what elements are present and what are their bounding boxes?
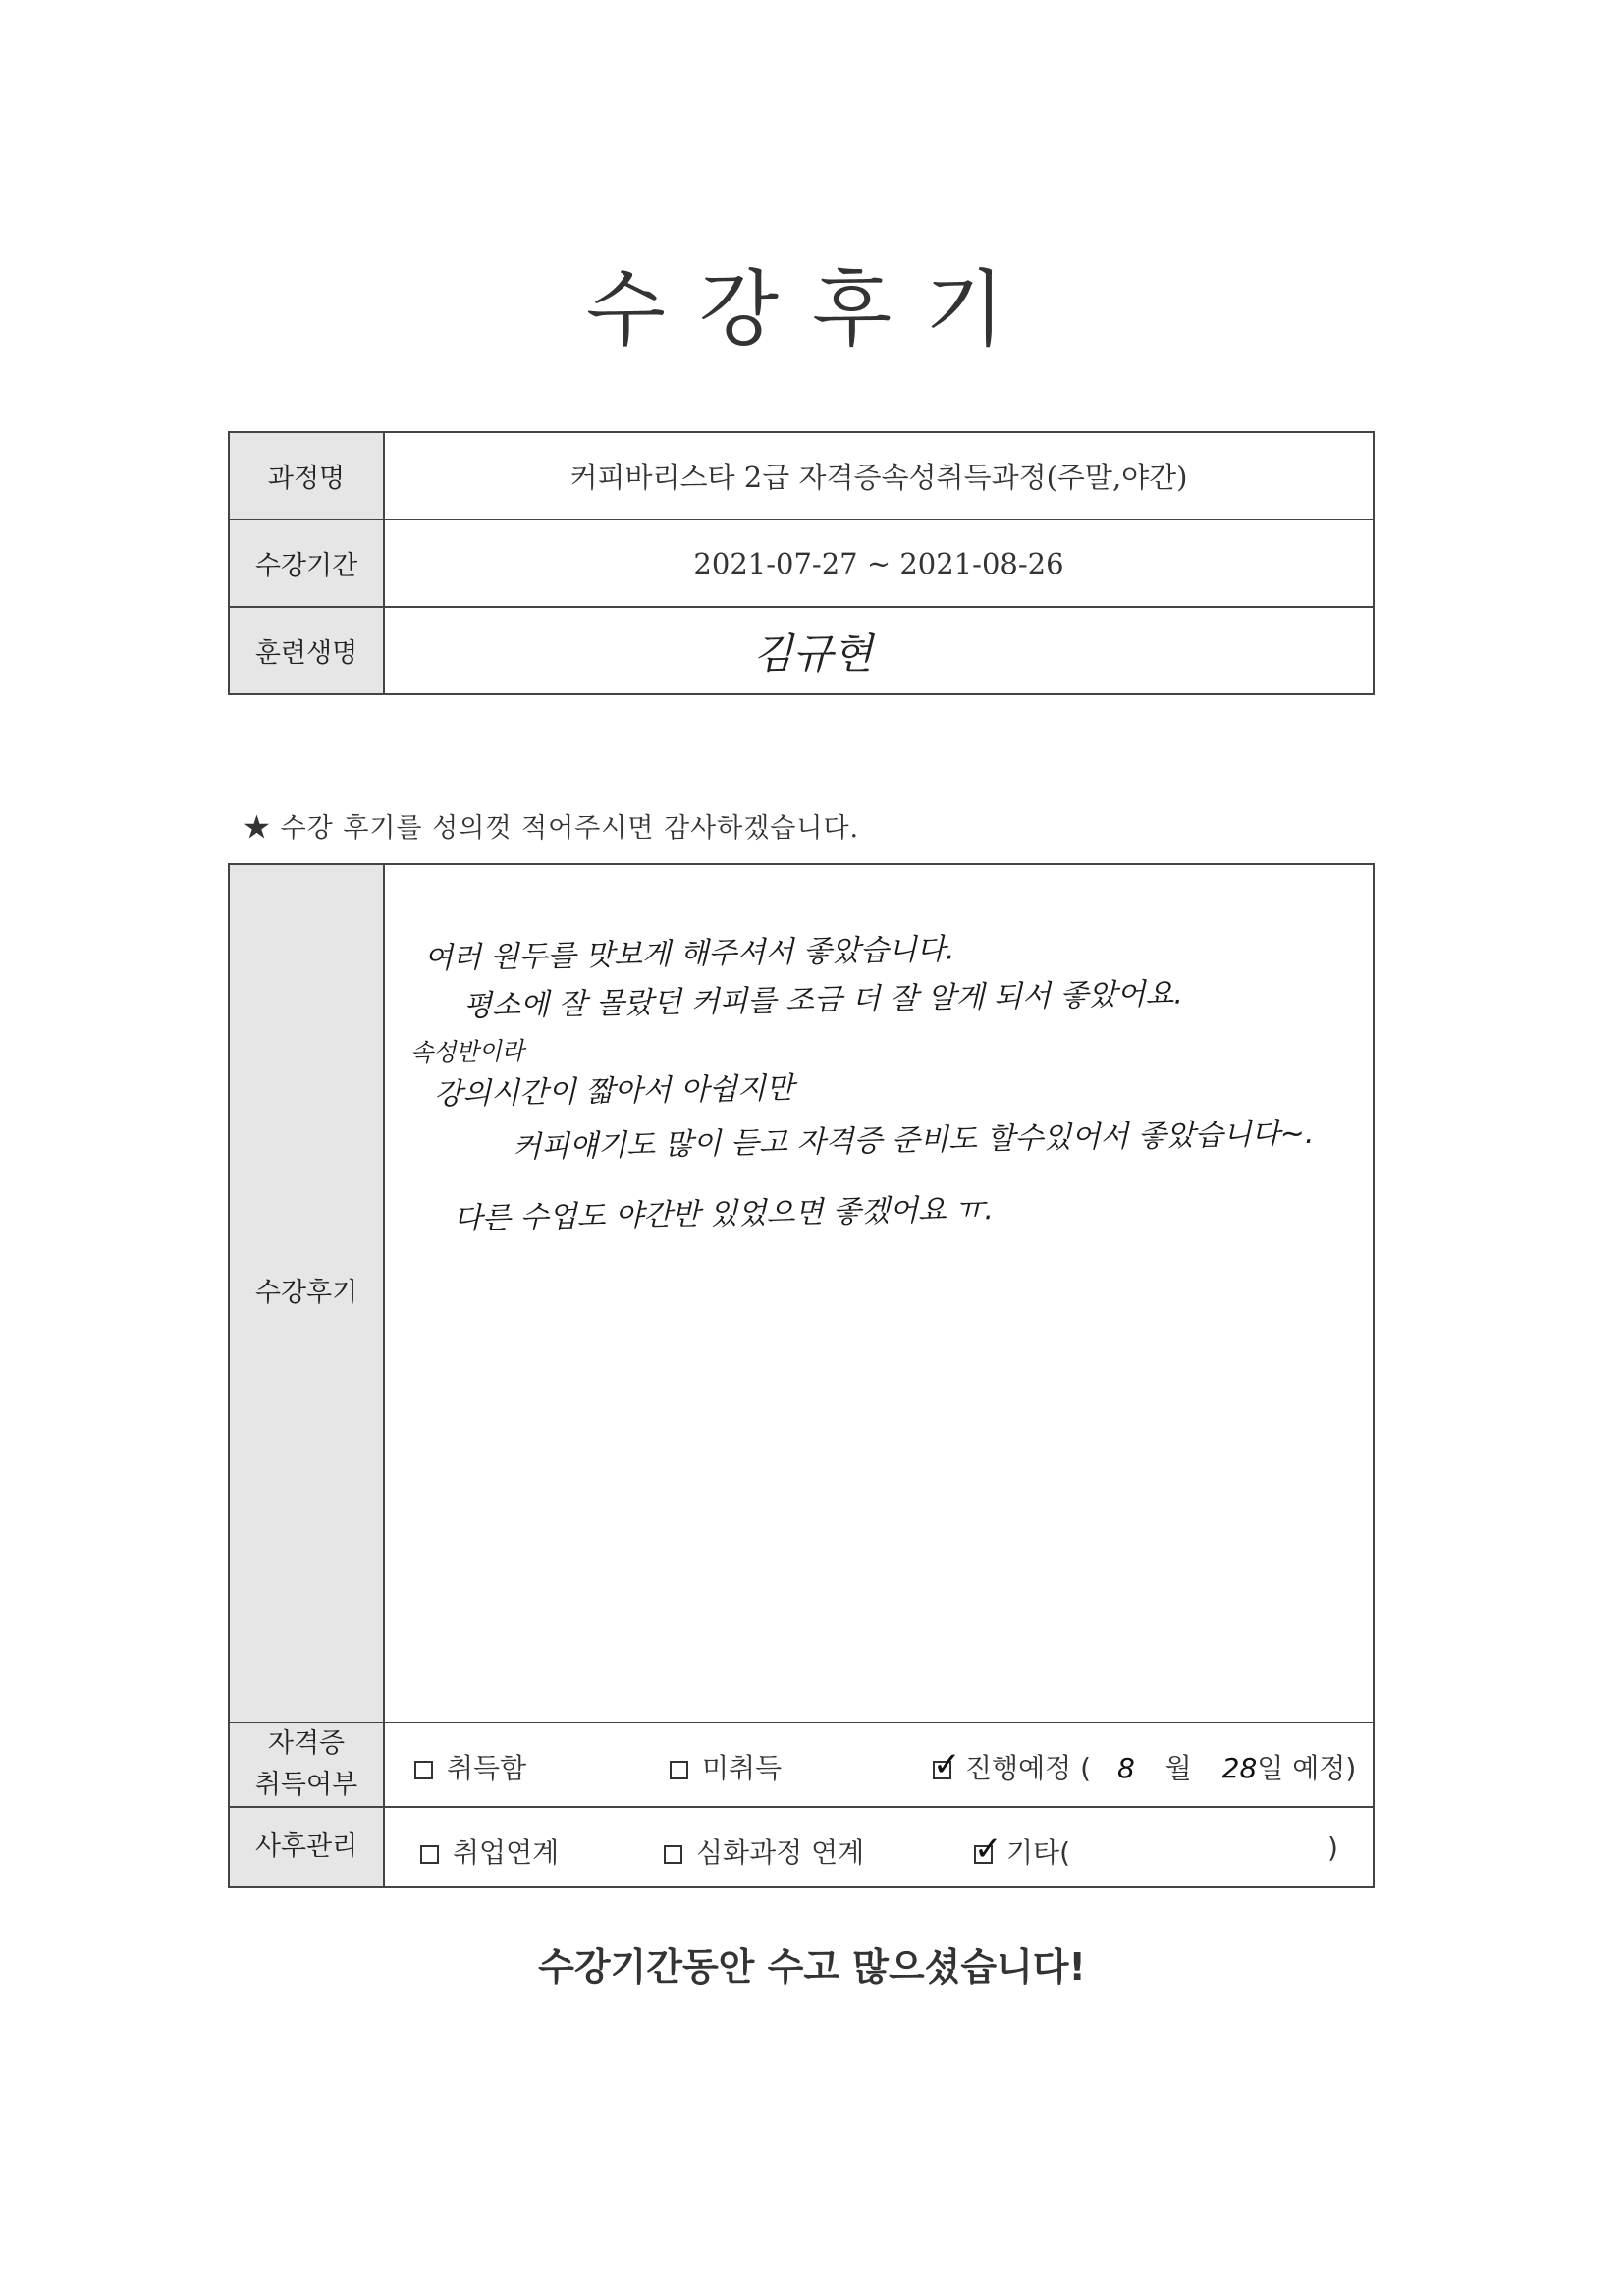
checkbox-icon[interactable]	[414, 1761, 433, 1779]
aftercare-options	[384, 1807, 1374, 1887]
closing-message: 수강기간동안 수고 많으셨습니다!	[538, 1945, 1086, 1989]
review-row	[229, 864, 1374, 1722]
certificate-option-obtained[interactable]	[414, 1747, 526, 1786]
trainee-label: 훈련생명	[229, 607, 384, 694]
course-row	[229, 432, 1374, 519]
period-row	[229, 519, 1374, 607]
certificate-label-line1: 자격증	[267, 1728, 346, 1759]
aftercare-option-advanced[interactable]	[664, 1831, 864, 1871]
aftercare-option-advanced-label: 심화과정 연계	[696, 1836, 865, 1869]
trainee-cell	[384, 607, 1374, 694]
period-value: 2021-07-27 ~ 2021-08-26	[384, 519, 1374, 607]
aftercare-option-other-label: 기타(	[1006, 1836, 1071, 1869]
course-info-table	[228, 431, 1375, 695]
review-table	[228, 863, 1375, 1888]
certificate-row	[229, 1722, 1374, 1807]
aftercare-option-other[interactable]	[974, 1831, 1070, 1871]
course-label: 과정명	[229, 432, 384, 519]
certificate-option-obtained-label: 취득함	[447, 1752, 527, 1784]
checkbox-icon[interactable]	[670, 1761, 688, 1779]
planned-month-handwritten: 8	[1116, 1752, 1135, 1784]
review-line-4: 강의시간이 짧아서 아쉽지만	[433, 1070, 795, 1113]
course-value: 커피바리스타 2급 자격증속성취득과정(주말,야간)	[384, 432, 1374, 519]
trainee-name-handwritten: 김규현	[753, 629, 873, 678]
notice-text: ★ 수강 후기를 성의껏 적어주시면 감사하겠습니다.	[244, 813, 860, 844]
page-title: 수강후기	[585, 261, 1039, 357]
aftercare-row	[229, 1807, 1374, 1887]
checkmark-icon: ✓	[974, 1829, 1002, 1869]
period-label: 수강기간	[229, 519, 384, 607]
checkbox-checked-icon[interactable]	[933, 1744, 961, 1784]
aftercare-option-employment-label: 취업연계	[453, 1836, 560, 1869]
aftercare-option-employment[interactable]	[420, 1831, 559, 1871]
review-content	[384, 864, 1374, 1722]
certificate-label-line2: 취득여부	[254, 1770, 358, 1800]
review-line-5: 커피얘기도 많이 듣고 자격증 준비도 할수있어서 좋았습니다~.	[512, 1116, 1315, 1166]
certificate-option-not-obtained[interactable]	[670, 1747, 782, 1786]
trainee-row	[229, 607, 1374, 694]
checkbox-icon[interactable]	[664, 1845, 682, 1864]
certificate-label	[229, 1722, 384, 1807]
certificate-option-planned[interactable]	[933, 1744, 1357, 1786]
certificate-options	[384, 1722, 1374, 1807]
aftercare-option-other-close: )	[1327, 1831, 1338, 1864]
review-line-3: 속성반이라	[409, 1036, 525, 1067]
review-line-6: 다른 수업도 야간반 있었으면 좋겠어요 ㅠ.	[453, 1192, 995, 1236]
review-line-2: 평소에 잘 몰랐던 커피를 조금 더 잘 알게 되서 좋았어요.	[462, 976, 1184, 1024]
checkmark-icon: ✓	[933, 1744, 961, 1784]
checkbox-checked-icon[interactable]	[974, 1829, 1002, 1869]
month-unit: 월	[1164, 1752, 1192, 1784]
aftercare-label: 사후관리	[229, 1807, 384, 1887]
checkbox-icon[interactable]	[420, 1845, 439, 1864]
review-line-1: 여러 원두를 맛보게 해주셔서 좋았습니다.	[423, 932, 955, 976]
day-unit: 일 예정)	[1257, 1752, 1357, 1784]
certificate-option-planned-label: 진행예정 (	[965, 1752, 1092, 1784]
certificate-option-not-obtained-label: 미취득	[702, 1752, 783, 1784]
review-label: 수강후기	[229, 864, 384, 1722]
planned-day-handwritten: 28	[1221, 1752, 1258, 1784]
